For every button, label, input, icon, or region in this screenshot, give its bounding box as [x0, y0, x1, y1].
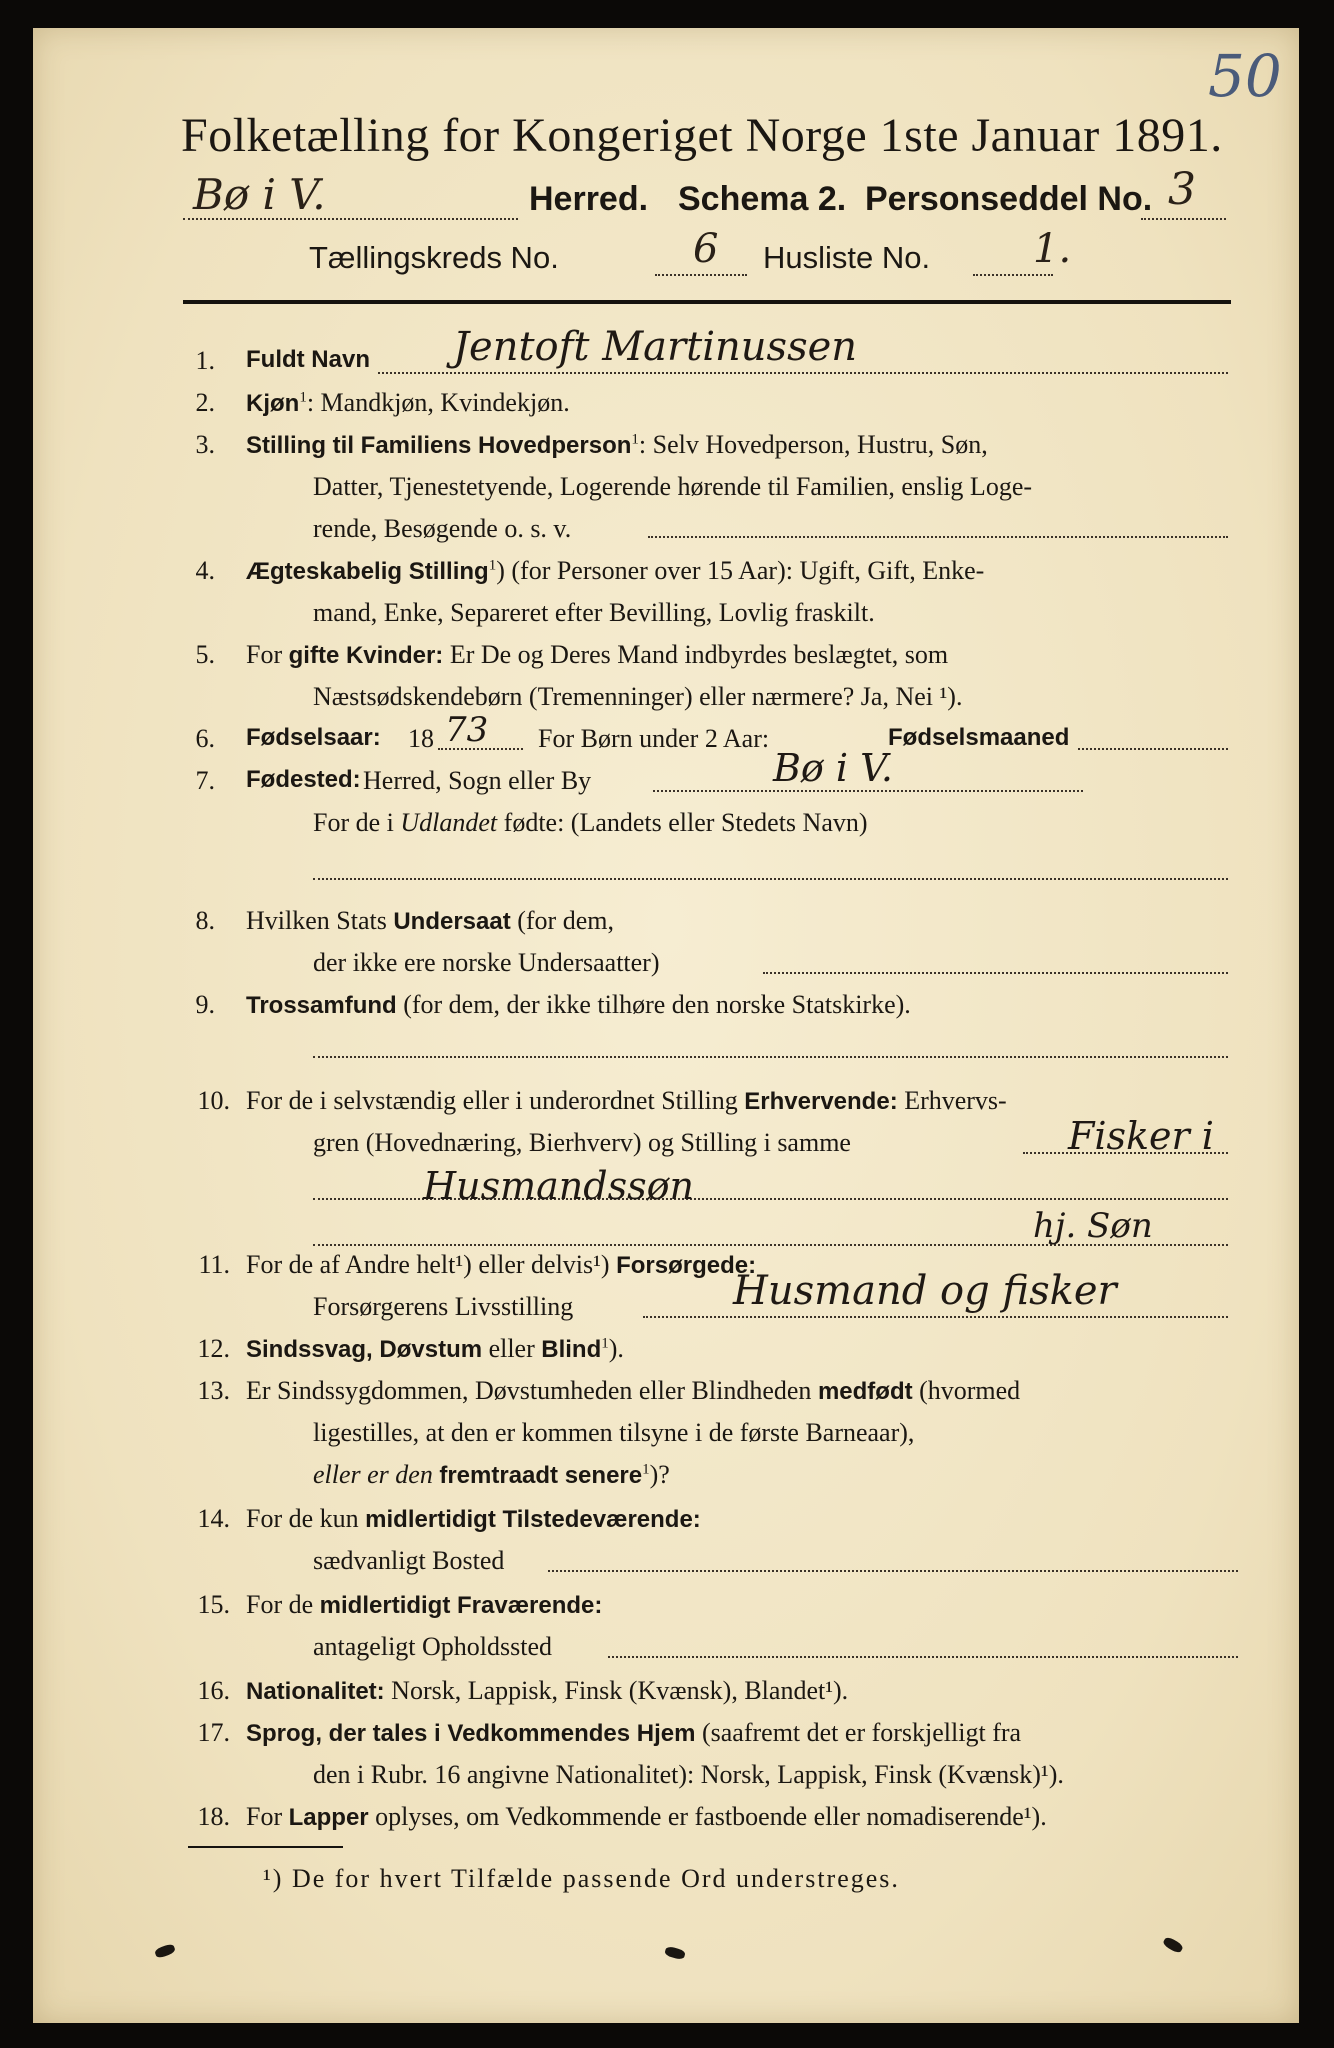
q7-number: 7.	[195, 766, 215, 795]
ink-mark-center	[664, 1946, 686, 1961]
footnote-rule	[188, 1846, 343, 1848]
ink-mark-right	[1162, 1936, 1184, 1955]
q10-value3: hj. Søn	[1033, 1206, 1153, 1246]
q9-number: 9.	[195, 990, 215, 1019]
q12-label2: Blind	[541, 1336, 602, 1363]
q13-line3-pre: eller er den	[313, 1460, 433, 1489]
header-rule	[183, 300, 1231, 304]
q14-pre: For de kun	[246, 1504, 359, 1533]
q5-line1	[246, 640, 948, 670]
q12-rest: ).	[608, 1334, 624, 1363]
q10-value2: Husmandssøn	[423, 1164, 694, 1208]
q4-line1-text: ) (for Personer over 15 Aar): Ugift, Gift, Enke-	[496, 556, 985, 585]
q5-number: 5.	[195, 640, 215, 669]
q16-line1	[246, 1676, 848, 1706]
q5-label: gifte Kvinder:	[288, 642, 444, 669]
q9-rest: (for dem, der ikke tilhøre den norske Statskirke).	[403, 990, 911, 1019]
q7-place-value: Bø i V.	[773, 746, 893, 790]
husliste-dots	[973, 274, 1053, 276]
herred-dots	[183, 218, 518, 220]
q3-line3: rende, Besøgende o. s. v.	[313, 514, 572, 543]
q10-line2: gren (Hovednæring, Bierhverv) og Stilling i samme	[313, 1128, 851, 1157]
q2-label: Kjøn	[246, 390, 300, 417]
q3-footnote-mark: 1	[631, 431, 639, 448]
q10-pre: For de i selvstændig eller i underordnet Stilling	[246, 1086, 738, 1115]
q3-line1-text: : Selv Hovedperson, Hustru, Søn,	[638, 430, 988, 459]
page-number: 50	[1208, 42, 1282, 110]
q7-abroad-dots	[313, 878, 1228, 880]
q13-label: medfødt	[817, 1378, 913, 1405]
q3-number: 3.	[195, 430, 215, 459]
q9-label: Trossamfund	[246, 992, 397, 1019]
q4-line2: mand, Enke, Separeret efter Bevilling, Lovlig fraskilt.	[313, 598, 875, 627]
q11-pre: For de af Andre helt¹) eller delvis¹)	[246, 1250, 610, 1279]
schema-label: Schema 2.	[678, 180, 847, 218]
q8-post: (for dem,	[517, 906, 614, 935]
q14-number: 14.	[197, 1504, 230, 1533]
q12-mid: eller	[488, 1334, 535, 1363]
census-form-sheet	[33, 28, 1299, 2023]
q14-label: midlertidigt Tilstedeværende:	[365, 1506, 701, 1533]
q11-line1	[246, 1250, 756, 1280]
q17-line1	[246, 1718, 1021, 1748]
q11-line2: Forsørgerens Livsstilling	[313, 1292, 574, 1321]
q6-number: 6.	[195, 724, 215, 753]
q2-footnote-mark: 1	[299, 389, 307, 406]
q10-post: Erhvervs-	[904, 1086, 1007, 1115]
q6-label2: Fødselsmaaned	[888, 724, 1070, 751]
q6-label: Fødselsaar:	[246, 724, 381, 751]
q1-label: Fuldt Navn	[246, 346, 370, 373]
q9-line1	[246, 990, 911, 1020]
q15-line2: antageligt Opholdssted	[313, 1632, 553, 1661]
q7-rest: Herred, Sogn eller By	[363, 766, 592, 795]
q6-mid: For Børn under 2 Aar:	[538, 724, 770, 753]
q15-pre: For de	[246, 1590, 314, 1619]
q5-pre: For	[246, 640, 283, 669]
q11-label: Forsørgede:	[616, 1252, 757, 1279]
ink-mark-left	[154, 1943, 176, 1959]
q18-label: Lapper	[288, 1804, 369, 1831]
q14-line2: sædvanligt Bosted	[313, 1546, 505, 1575]
q13-pre: Er Sindssygdommen, Døvstumheden eller Blindheden	[246, 1376, 812, 1405]
q18-rest: oplyses, om Vedkommende er fastboende eller nomadiserende¹).	[375, 1802, 1047, 1831]
q1-number: 1.	[195, 346, 215, 375]
q9-dots	[313, 1056, 1228, 1058]
herred-label: Herred.	[529, 180, 649, 218]
husliste-label: Husliste No.	[763, 240, 931, 275]
q15-dots	[608, 1656, 1238, 1658]
q17-post: (saafremt det er forskjelligt fra	[701, 1718, 1022, 1747]
q16-rest: Norsk, Lappisk, Finsk (Kvænsk), Blandet¹).	[391, 1676, 849, 1705]
q13-number: 13.	[197, 1376, 230, 1405]
q8-line1	[246, 906, 614, 936]
q17-number: 17.	[197, 1718, 230, 1747]
q12-label: Sindssvag, Døvstum	[246, 1336, 483, 1363]
q10-label: Erhvervende:	[744, 1088, 898, 1115]
personseddel-dots	[1141, 218, 1226, 220]
q15-line1	[246, 1590, 602, 1620]
q4-footnote-mark: 1	[488, 557, 497, 574]
q13-post: (hvormed	[919, 1376, 1021, 1405]
q3-line1	[246, 430, 988, 460]
husliste-value: 1.	[1033, 226, 1072, 272]
q11-value: Husmand og fisker	[733, 1268, 1117, 1314]
q10-line1	[246, 1086, 1007, 1116]
q15-number: 15.	[197, 1590, 230, 1619]
q13-line1	[246, 1376, 1020, 1406]
q18-number: 18.	[197, 1802, 230, 1831]
q4-label: Ægteskabelig Stilling	[246, 558, 489, 585]
q17-label: Sprog, der tales i Vedkommendes Hjem	[246, 1720, 696, 1747]
q7-label: Fødested:	[246, 766, 361, 793]
q4-line1	[246, 556, 984, 586]
q16-label: Nationalitet:	[246, 1678, 385, 1705]
kreds-label: Tællingskreds No.	[309, 240, 559, 275]
q12-line1	[246, 1334, 624, 1364]
q18-line1	[246, 1802, 1047, 1832]
q14-line1	[246, 1504, 701, 1534]
personseddel-value: 3	[1168, 164, 1196, 215]
q6-month-dots	[1078, 748, 1228, 750]
q8-dots	[763, 972, 1228, 974]
q10-number: 10.	[197, 1086, 230, 1115]
q6-year-value: 73	[445, 710, 489, 750]
q2-rest: : Mandkjøn, Kvindekjøn.	[306, 388, 570, 417]
q8-number: 8.	[195, 906, 215, 935]
q11-number: 11.	[198, 1250, 230, 1279]
q12-number: 12.	[197, 1334, 230, 1363]
footnote: ¹) De for hvert Tilfælde passende Ord understreges.	[263, 1864, 900, 1893]
q13-line2: ligestilles, at den er kommen tilsyne i de første Barneaar),	[313, 1418, 915, 1447]
q1-name-value: Jentoft Martinussen	[453, 324, 858, 370]
kreds-dots	[655, 274, 747, 276]
q5-line2: Næstsødskendebørn (Tremenninger) eller nærmere? Ja, Nei ¹).	[313, 682, 963, 711]
q14-dots	[548, 1570, 1238, 1572]
q3-line2: Datter, Tjenestetyende, Logerende hørende til Familien, enslig Loge-	[313, 472, 1033, 501]
q2-line	[246, 388, 570, 418]
q13-footnote-mark: 1	[642, 1461, 650, 1478]
q4-number: 4.	[195, 556, 215, 585]
q16-number: 16.	[197, 1676, 230, 1705]
q12-footnote-mark: 1	[601, 1335, 609, 1352]
q7-dots	[653, 790, 1083, 792]
kreds-value: 6	[693, 226, 719, 272]
q5-line1-text: Er De og Deres Mand indbyrdes beslægtet, som	[449, 640, 949, 669]
q11-dots	[643, 1316, 1228, 1318]
q3-dots	[648, 536, 1228, 538]
q7-line2: For de i Udlandet fødte: (Landets eller Stedets Navn)	[313, 808, 868, 837]
q15-label: midlertidigt Fraværende:	[319, 1592, 603, 1619]
q13-label2: fremtraadt senere	[439, 1462, 643, 1489]
herred-value: Bø i V.	[193, 170, 326, 219]
personseddel-label: Personseddel No.	[865, 180, 1153, 218]
q2-number: 2.	[195, 388, 215, 417]
q8-pre: Hvilken Stats	[246, 906, 387, 935]
q18-pre: For	[246, 1802, 283, 1831]
q1-dots	[378, 372, 1228, 374]
q3-label: Stilling til Familiens Hovedperson	[246, 432, 632, 459]
q8-line2: der ikke ere norske Undersaatter)	[313, 948, 660, 977]
q17-line2: den i Rubr. 16 angivne Nationalitet): Norsk, Lappisk, Finsk (Kvænsk)¹).	[313, 1760, 1064, 1789]
q10-value1: Fisker i	[1068, 1114, 1214, 1158]
form-title: Folketælling for Kongeriget Norge 1ste Januar 1891.	[181, 109, 1223, 162]
q13-line3-post: )?	[649, 1460, 670, 1489]
q6-year-dots	[438, 748, 523, 750]
q13-line3	[313, 1460, 670, 1490]
q8-label: Undersaat	[393, 908, 511, 935]
q6-prefix: 18	[408, 724, 434, 753]
